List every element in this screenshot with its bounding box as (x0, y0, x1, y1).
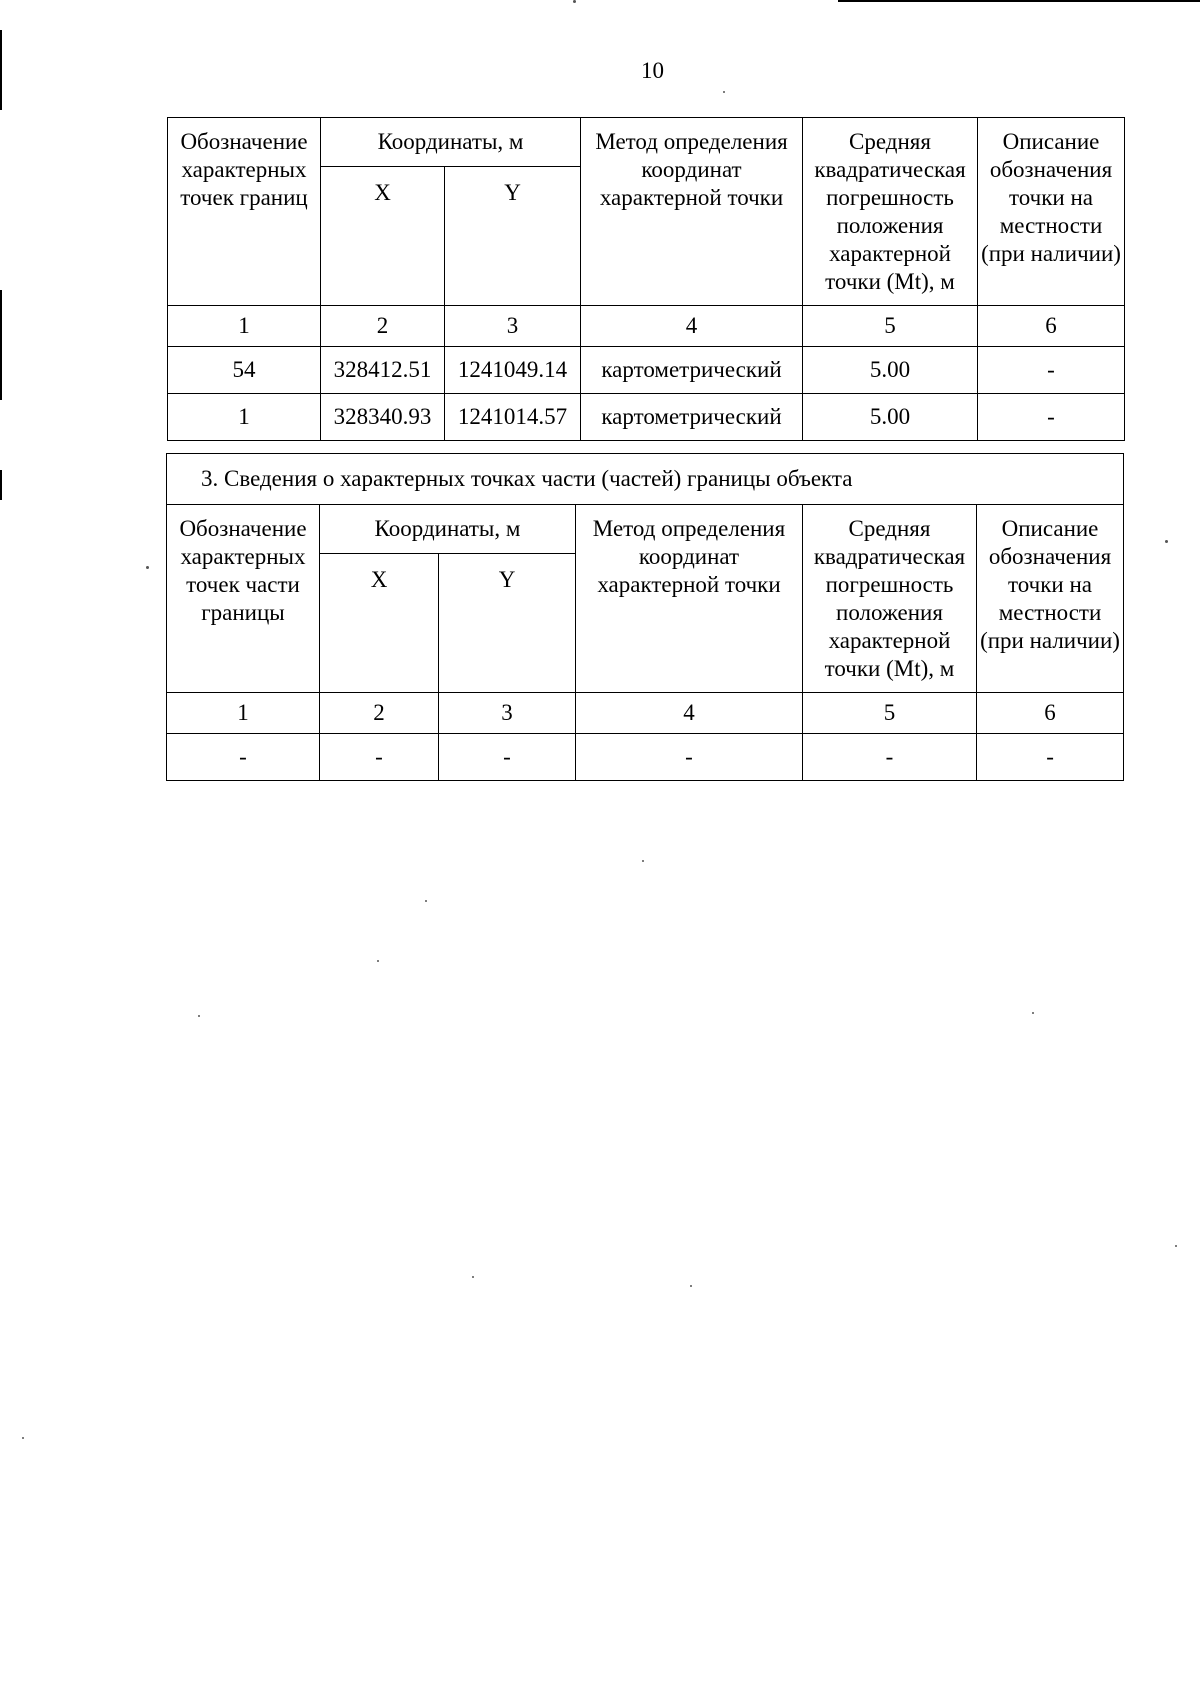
header-y: Y (439, 554, 576, 693)
column-number: 6 (977, 693, 1124, 734)
header-coordinates: Координаты, м (320, 505, 576, 554)
cell-description: - (978, 394, 1125, 441)
scan-edge-mark (838, 0, 1200, 2)
cell-x: 328412.51 (321, 347, 445, 394)
header-error: Средняя квадратическая погрешность положения характерной точки (Mt), м (803, 505, 977, 693)
column-number: 3 (439, 693, 576, 734)
header-error: Средняя квадратическая погрешность положения характерной точки (Mt), м (803, 118, 978, 306)
section-title: 3. Сведения о характерных точках части (частей) границы объекта (167, 454, 1124, 505)
scan-speck (22, 1437, 24, 1439)
column-number: 2 (321, 306, 445, 347)
cell-point: - (167, 734, 320, 781)
header-description: Описание обозначения точки на местности (при наличии) (977, 505, 1124, 693)
column-numbers-row (167, 693, 1124, 734)
scan-speck (1165, 540, 1168, 543)
cell-error: - (803, 734, 977, 781)
header-description: Описание обозначения точки на местности (при наличии) (978, 118, 1125, 306)
header-y: Y (445, 167, 581, 306)
cell-error: 5.00 (803, 347, 978, 394)
table-row (168, 394, 1125, 441)
column-number: 1 (168, 306, 321, 347)
cell-y: 1241049.14 (445, 347, 581, 394)
cell-point: 1 (168, 394, 321, 441)
header-designation: Обозначение характерных точек границ (168, 118, 321, 306)
column-number: 5 (803, 693, 977, 734)
scan-speck (425, 900, 427, 902)
scan-speck (198, 1015, 200, 1017)
cell-method: картометрический (581, 394, 803, 441)
part-boundary-points-table (166, 453, 1124, 781)
scan-speck (1032, 1012, 1034, 1014)
header-designation: Обозначение характерных точек части границы (167, 505, 320, 693)
scan-speck (642, 860, 644, 862)
scan-edge-mark (0, 30, 2, 110)
header-method: Метод определения координат характерной точки (576, 505, 803, 693)
scan-speck (1175, 1245, 1177, 1247)
cell-point: 54 (168, 347, 321, 394)
scan-speck (573, 0, 576, 3)
cell-y: - (439, 734, 576, 781)
page-number: 10 (641, 58, 664, 83)
scan-speck (472, 1276, 474, 1278)
column-number: 6 (978, 306, 1125, 347)
table-row (168, 347, 1125, 394)
table-row (167, 734, 1124, 781)
cell-x: - (320, 734, 439, 781)
cell-x: 328340.93 (321, 394, 445, 441)
scan-edge-mark (0, 290, 2, 400)
scan-speck (377, 960, 379, 962)
cell-description: - (978, 347, 1125, 394)
cell-description: - (977, 734, 1124, 781)
column-number: 3 (445, 306, 581, 347)
column-number: 5 (803, 306, 978, 347)
header-x: X (320, 554, 439, 693)
cell-y: 1241014.57 (445, 394, 581, 441)
cell-method: картометрический (581, 347, 803, 394)
column-numbers-row (168, 306, 1125, 347)
column-number: 4 (581, 306, 803, 347)
header-coordinates: Координаты, м (321, 118, 581, 167)
boundary-points-table (167, 117, 1125, 441)
column-number: 4 (576, 693, 803, 734)
scan-speck (690, 1285, 692, 1287)
header-method: Метод определения координат характерной точки (581, 118, 803, 306)
column-number: 1 (167, 693, 320, 734)
scan-speck (723, 91, 725, 93)
cell-method: - (576, 734, 803, 781)
scan-edge-mark (0, 470, 2, 500)
header-x: X (321, 167, 445, 306)
scan-speck (146, 566, 149, 569)
column-number: 2 (320, 693, 439, 734)
cell-error: 5.00 (803, 394, 978, 441)
